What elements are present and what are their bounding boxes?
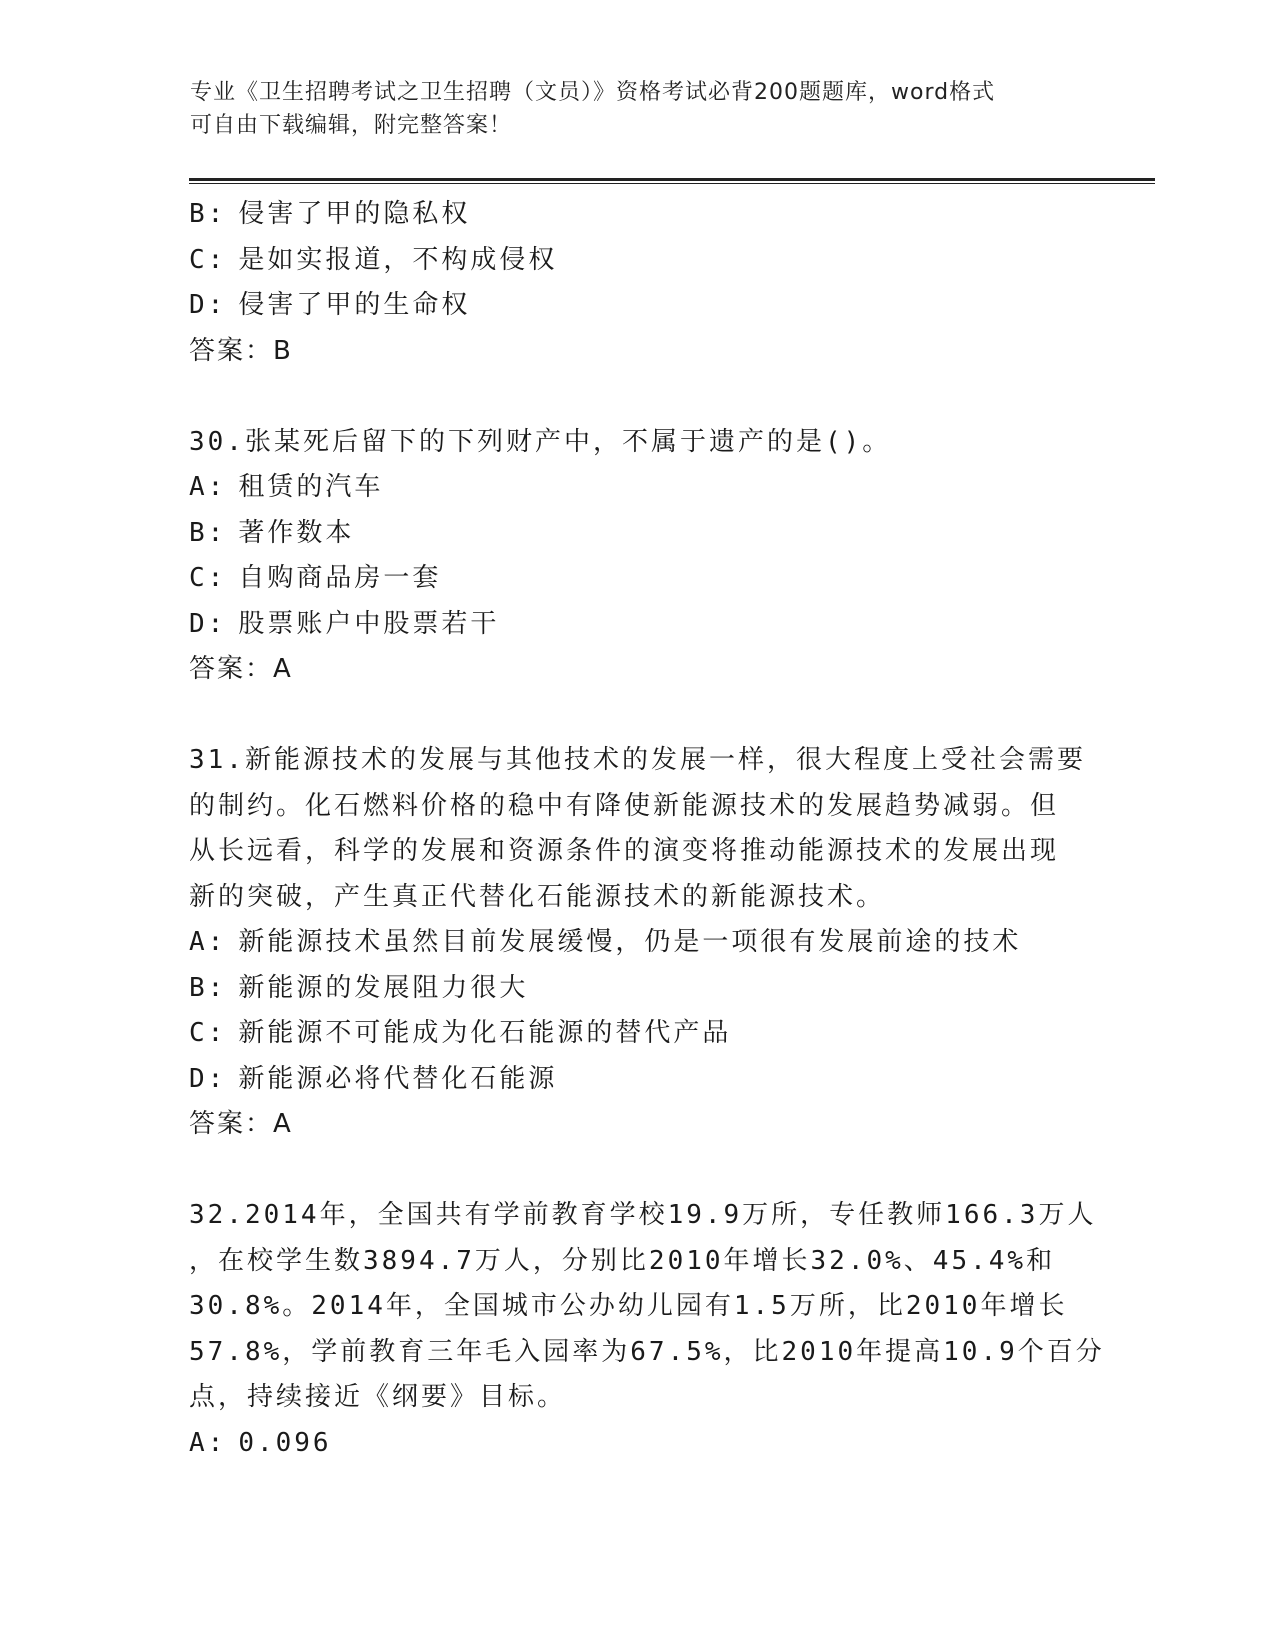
question-stem: 32.2014年，全国共有学前教育学校19.9万所，专任教师166.3万人 <box>189 1200 1097 1230</box>
header-rule-thin <box>189 183 1155 184</box>
option-text: 是如实报道，不构成侵权 <box>238 244 558 275</box>
option-c <box>189 556 1109 602</box>
answer-line: 答案：A <box>189 1109 293 1139</box>
question-30 <box>189 420 1109 693</box>
option-key: B: <box>189 972 227 1003</box>
option-text: 侵害了甲的隐私权 <box>238 199 471 229</box>
option-text: 股票账户中股票若干 <box>238 608 500 639</box>
spacer <box>189 693 1109 739</box>
option-a <box>189 1421 1109 1467</box>
document-body <box>189 192 1109 1466</box>
option-text: 新能源不可能成为化石能源的替代产品 <box>238 1018 732 1048</box>
question-stem: 从长远看，科学的发展和资源条件的演变将推动能源技术的发展出现 <box>189 836 1060 866</box>
option-text: 租赁的汽车 <box>238 472 384 502</box>
option-b <box>189 966 1109 1012</box>
option-c <box>189 1011 1109 1057</box>
question-stem: 点，持续接近《纲要》目标。 <box>189 1382 567 1412</box>
option-d <box>189 602 1109 648</box>
option-key: D: <box>189 608 227 639</box>
option-key: D: <box>189 290 227 320</box>
option-key: B: <box>189 199 227 229</box>
question-31 <box>189 738 1109 1148</box>
option-b <box>189 192 1109 238</box>
option-key: A: <box>189 472 227 502</box>
option-key: D: <box>189 1063 227 1094</box>
question-stem: 31.新能源技术的发展与其他技术的发展一样，很大程度上受社会需要 <box>189 745 1086 775</box>
option-text: 新能源必将代替化石能源 <box>238 1063 558 1094</box>
option-text: 0.096 <box>238 1427 332 1458</box>
option-d <box>189 283 1109 329</box>
header-title-line-2: 可自由下载编辑，附完整答案！ <box>190 113 513 138</box>
document-header <box>190 76 1090 142</box>
option-text: 侵害了甲的生命权 <box>238 290 471 320</box>
question-stem: ，在校学生数3894.7万人，分别比2010年增长32.0%、45.4%和 <box>189 1245 1056 1276</box>
header-rule-thick <box>189 178 1155 181</box>
option-key: A: <box>189 927 227 957</box>
option-key: C: <box>189 244 227 275</box>
option-text: 新能源技术虽然目前发展缓慢，仍是一项很有发展前途的技术 <box>238 927 1022 957</box>
option-text: 著作数本 <box>238 517 355 548</box>
option-a <box>189 465 1109 511</box>
spacer <box>189 1148 1109 1194</box>
answer-line: 答案：B <box>189 335 293 366</box>
question-29 <box>189 192 1109 374</box>
spacer <box>189 374 1109 420</box>
option-a <box>189 920 1109 966</box>
question-stem: 30.张某死后留下的下列财产中，不属于遗产的是()。 <box>189 426 892 457</box>
option-b <box>189 511 1109 557</box>
option-c <box>189 238 1109 284</box>
option-key: C: <box>189 563 227 593</box>
option-text: 新能源的发展阻力很大 <box>238 972 529 1003</box>
question-stem: 的制约。化石燃料价格的稳中有降使新能源技术的发展趋势减弱。但 <box>189 790 1060 821</box>
header-title-line-1: 专业《卫生招聘考试之卫生招聘（文员）》资格考试必背200题题库，word格式 <box>190 80 996 105</box>
option-key: A: <box>189 1427 227 1458</box>
option-key: C: <box>189 1018 227 1048</box>
question-32 <box>189 1193 1109 1466</box>
answer-line: 答案：A <box>189 654 293 684</box>
option-text: 自购商品房一套 <box>238 563 442 593</box>
question-stem: 57.8%，学前教育三年毛入园率为67.5%，比2010年提高10.9个百分 <box>189 1336 1105 1367</box>
question-stem: 新的突破，产生真正代替化石能源技术的新能源技术。 <box>189 881 886 912</box>
option-key: B: <box>189 517 227 548</box>
question-stem: 30.8%。2014年，全国城市公办幼儿园有1.5万所，比2010年增长 <box>189 1291 1068 1321</box>
option-d <box>189 1057 1109 1103</box>
